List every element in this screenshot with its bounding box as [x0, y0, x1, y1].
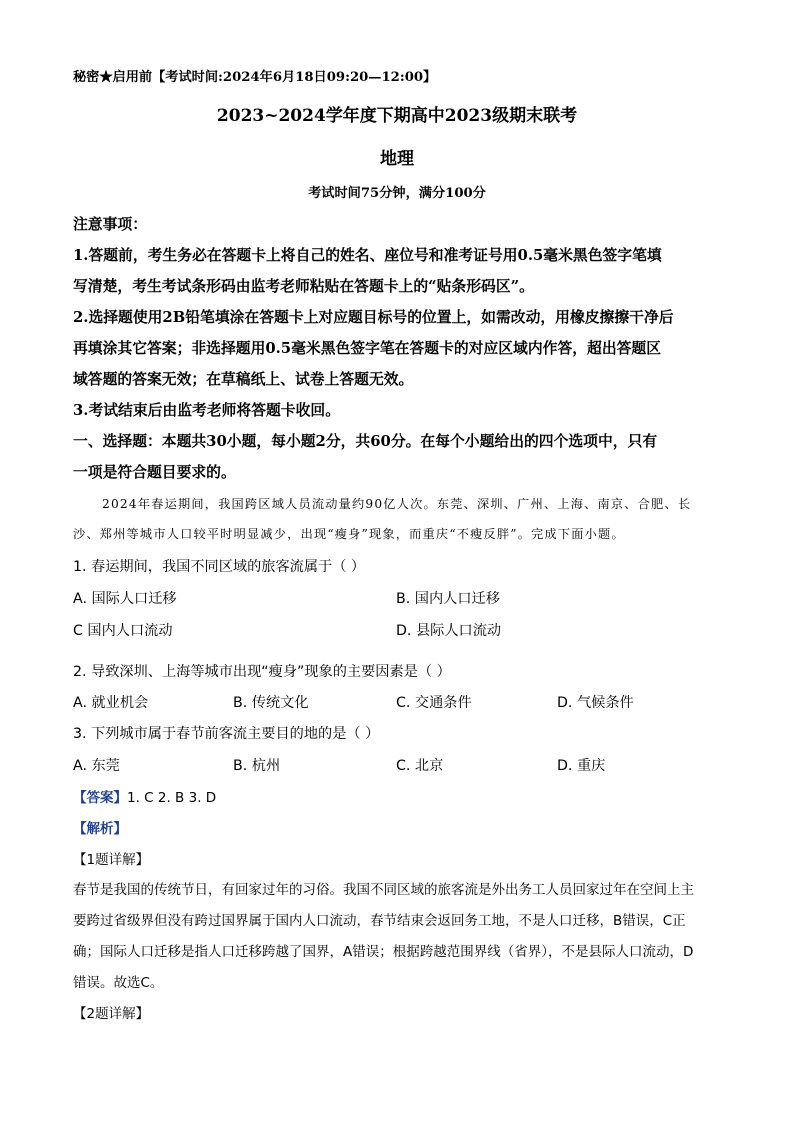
detail-text-line: 春节是我国的传统节日，有回家过年的习俗。我国不同区域的旅客流是外出务工人员回家过年在空间上主	[73, 882, 694, 898]
option: D. 县际人口流动	[396, 623, 502, 639]
answer-label: 【答案】	[73, 790, 127, 806]
section-heading: 一项是符合题目要求的。	[73, 464, 236, 481]
detail-text-line: 确；国际人口迁移是指人口迁移跨越了国界，A错误；根据跨越范围界线（省界），不是县际人口流动，D	[73, 944, 694, 960]
secret-line: 秘密★启用前【考试时间:2024年6月18日09:20—12:00】	[73, 70, 437, 85]
notes-line: 再填涂其它答案；非选择题用0.5毫米黑色签字笔在答题卡的对应区域内作答，超出答题区	[73, 340, 662, 357]
material-line: 2024年春运期间，我国跨区域人员流动量约90亿人次。东莞、深圳、广州、上海、南京、合肥、长	[102, 497, 692, 511]
subject-title: 地理	[380, 149, 414, 169]
detail-text-line: 错误。故选C。	[73, 975, 164, 991]
answer-line	[73, 786, 216, 806]
question-stem: 1. 春运期间，我国不同区域的旅客流属于（ ）	[73, 559, 366, 575]
section-heading: 一、选择题：本题共30小题，每小题2分，共60分。在每个小题给出的四个选项中，只有	[73, 433, 658, 450]
detail-label: 【1题详解】	[73, 852, 150, 868]
material-line: 沙、郑州等城市人口较平时明显减少，出现“瘦身”现象，而重庆“不瘦反胖”。完成下面小题。	[73, 527, 625, 541]
option: C. 北京	[396, 758, 444, 774]
option: A. 国际人口迁移	[73, 591, 177, 607]
option: A. 就业机会	[73, 695, 149, 711]
notes-line: 域答题的答案无效；在草稿纸上、试卷上答题无效。	[73, 371, 414, 388]
option: D. 气候条件	[557, 695, 634, 711]
exam-title: 2023~2024学年度下期高中2023级期末联考	[216, 106, 578, 126]
option: B. 杭州	[233, 758, 281, 774]
option: D. 重庆	[557, 758, 606, 774]
option: C 国内人口流动	[73, 623, 173, 639]
option: C. 交通条件	[396, 695, 472, 711]
question-stem: 2. 导致深圳、上海等城市出现“瘦身”现象的主要因素是（ ）	[73, 664, 451, 680]
exam-info: 考试时间75分钟，满分100分	[308, 186, 486, 201]
option: B. 传统文化	[233, 695, 309, 711]
option: A. 东莞	[73, 758, 120, 774]
detail-text-line: 要跨过省级界但没有跨过国界属于国内人口流动，春节结束会返回务工地，不是人口迁移，B错误，C正	[73, 913, 686, 929]
answer-value: 1. C 2. B 3. D	[127, 790, 217, 806]
notes-line: 写清楚，考生考试条形码由监考老师粘贴在答题卡上的“贴条形码区”。	[73, 278, 534, 295]
option: B. 国内人口迁移	[396, 591, 500, 607]
notes-line: 1.答题前，考生务必在答题卡上将自己的姓名、座位号和准考证号用0.5毫米黑色签字笔填	[73, 247, 662, 264]
notes-line: 2.选择题使用2B铅笔填涂在答题卡上对应题目标号的位置上，如需改动，用橡皮擦擦干净后	[73, 309, 674, 326]
notes-heading: 注意事项：	[73, 216, 147, 233]
analysis-label: 【解析】	[73, 821, 127, 837]
notes-line: 3.考试结束后由监考老师将答题卡收回。	[73, 402, 340, 419]
detail-label: 【2题详解】	[73, 1006, 150, 1022]
question-stem: 3. 下列城市属于春节前客流主要目的地的是（ ）	[73, 726, 380, 742]
